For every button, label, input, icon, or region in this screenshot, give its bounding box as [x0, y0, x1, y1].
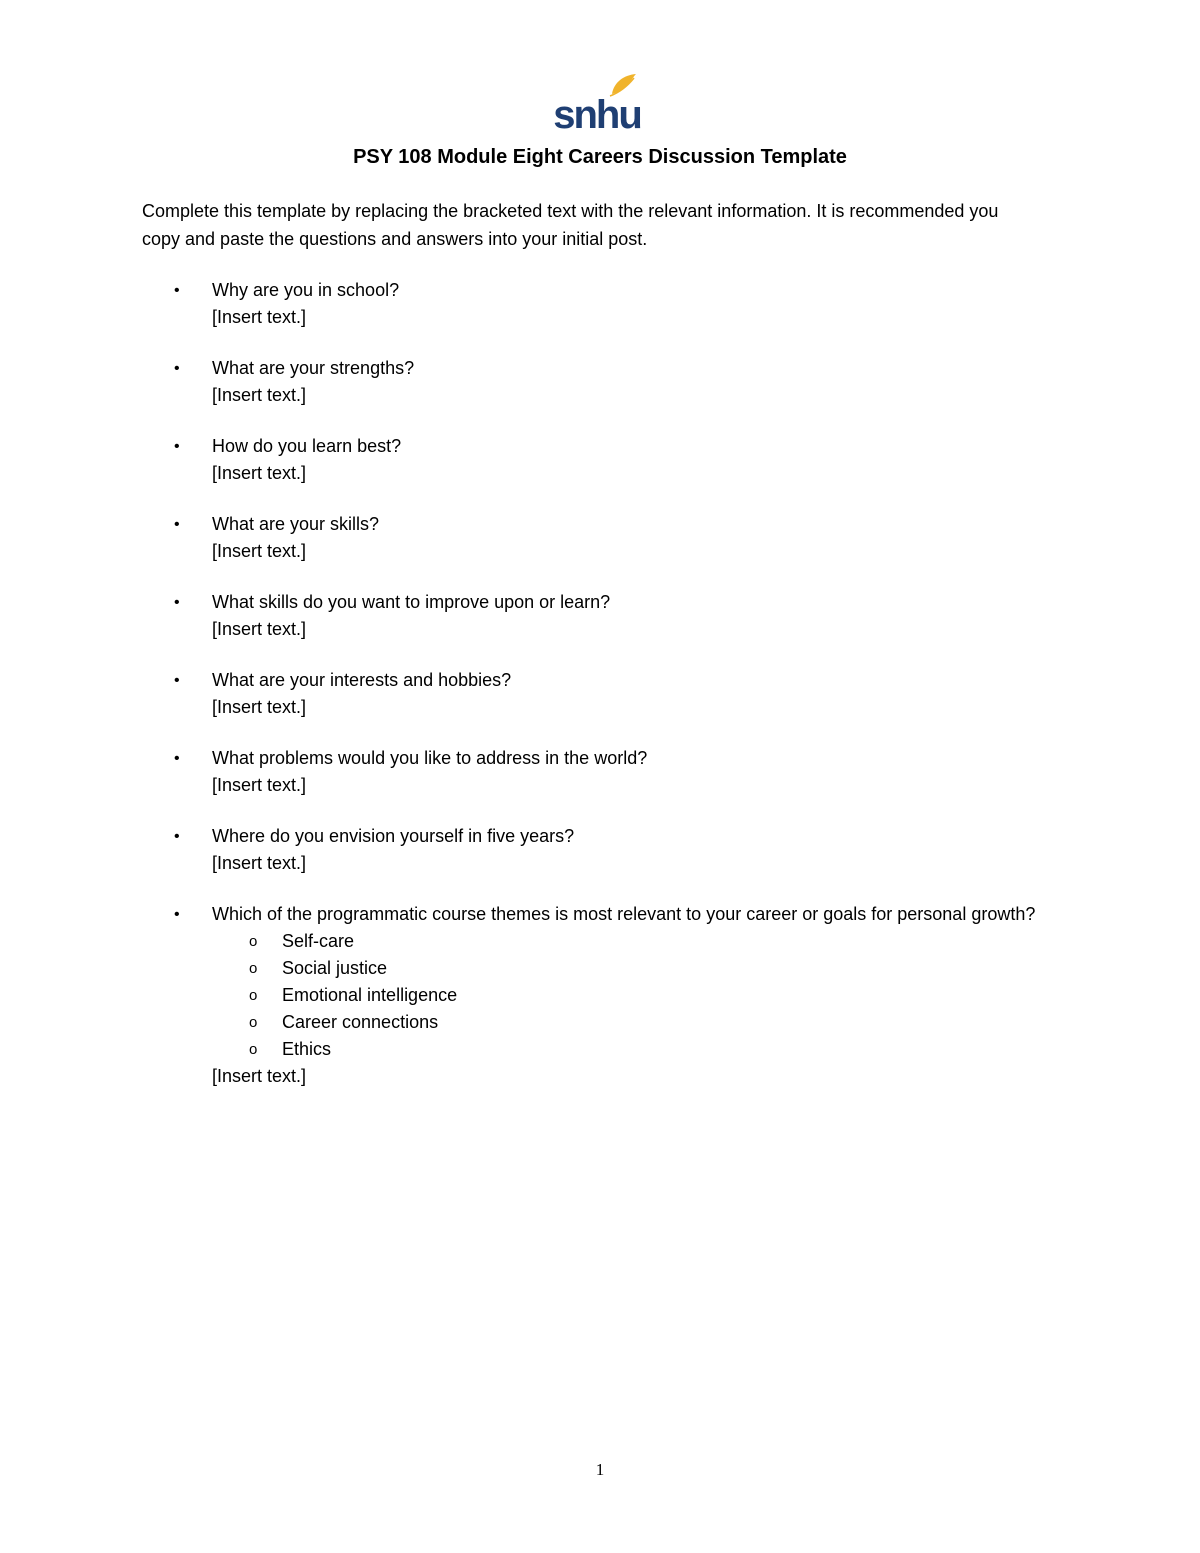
question-text: What skills do you want to improve upon or learn? [212, 592, 611, 612]
question-text: Which of the programmatic course themes is most relevant to your career or goals for personal growth? [212, 904, 1036, 924]
answer-placeholder[interactable]: [Insert text.] [212, 619, 307, 639]
circle-bullet-icon: o [249, 987, 258, 1004]
answer-placeholder[interactable]: [Insert text.] [212, 541, 307, 561]
answer-placeholder[interactable]: [Insert text.] [212, 463, 307, 483]
answer-placeholder[interactable]: [Insert text.] [212, 1066, 307, 1086]
theme-option-label: Ethics [282, 1039, 332, 1059]
answer-placeholder[interactable]: [Insert text.] [212, 775, 307, 795]
bullet-icon: • [174, 750, 180, 767]
theme-option [212, 1036, 1062, 1063]
theme-option-label: Social justice [282, 958, 388, 978]
theme-option [212, 1009, 1062, 1036]
bullet-icon: • [174, 906, 180, 923]
snhu-logo [552, 72, 642, 134]
theme-options-list [212, 928, 1062, 1063]
answer-placeholder[interactable]: [Insert text.] [212, 697, 307, 717]
theme-option [212, 982, 1062, 1009]
question-text: What are your interests and hobbies? [212, 670, 512, 690]
question-item [142, 745, 1062, 799]
question-text: Why are you in school? [212, 280, 400, 300]
theme-option [212, 955, 1062, 982]
circle-bullet-icon: o [249, 933, 258, 950]
question-text: What are your skills? [212, 514, 380, 534]
question-text: What problems would you like to address in the world? [212, 748, 648, 768]
bullet-icon: • [174, 516, 180, 533]
theme-option [212, 928, 1062, 955]
circle-bullet-icon: o [249, 1014, 258, 1031]
svg-text:snhu: snhu [553, 93, 641, 134]
question-item [142, 823, 1062, 877]
circle-bullet-icon: o [249, 960, 258, 977]
question-list [142, 277, 1062, 1114]
question-item [142, 277, 1062, 331]
document-title: PSY 108 Module Eight Careers Discussion Template [353, 146, 847, 168]
theme-option-label: Career connections [282, 1012, 439, 1032]
page-number: 1 [595, 1460, 605, 1479]
bullet-icon: • [174, 594, 180, 611]
question-item [142, 511, 1062, 565]
answer-placeholder[interactable]: [Insert text.] [212, 853, 307, 873]
circle-bullet-icon: o [249, 1041, 258, 1058]
bullet-icon: • [174, 828, 180, 845]
question-item [142, 667, 1062, 721]
question-item [142, 589, 1062, 643]
question-text: Where do you envision yourself in five years? [212, 826, 575, 846]
question-item [142, 355, 1062, 409]
theme-option-label: Emotional intelligence [282, 985, 458, 1005]
answer-placeholder[interactable]: [Insert text.] [212, 385, 307, 405]
bullet-icon: • [174, 282, 180, 299]
bullet-icon: • [174, 672, 180, 689]
bullet-icon: • [174, 360, 180, 377]
intro-paragraph: Complete this template by replacing the bracketed text with the relevant information. It is recommended you copy and paste the questions and answers into your initial post. [142, 201, 999, 249]
answer-placeholder[interactable]: [Insert text.] [212, 307, 307, 327]
bullet-icon: • [174, 438, 180, 455]
question-item [142, 433, 1062, 487]
theme-option-label: Self-care [282, 931, 355, 951]
question-item [142, 901, 1062, 1090]
question-text: What are your strengths? [212, 358, 415, 378]
question-text: How do you learn best? [212, 436, 402, 456]
